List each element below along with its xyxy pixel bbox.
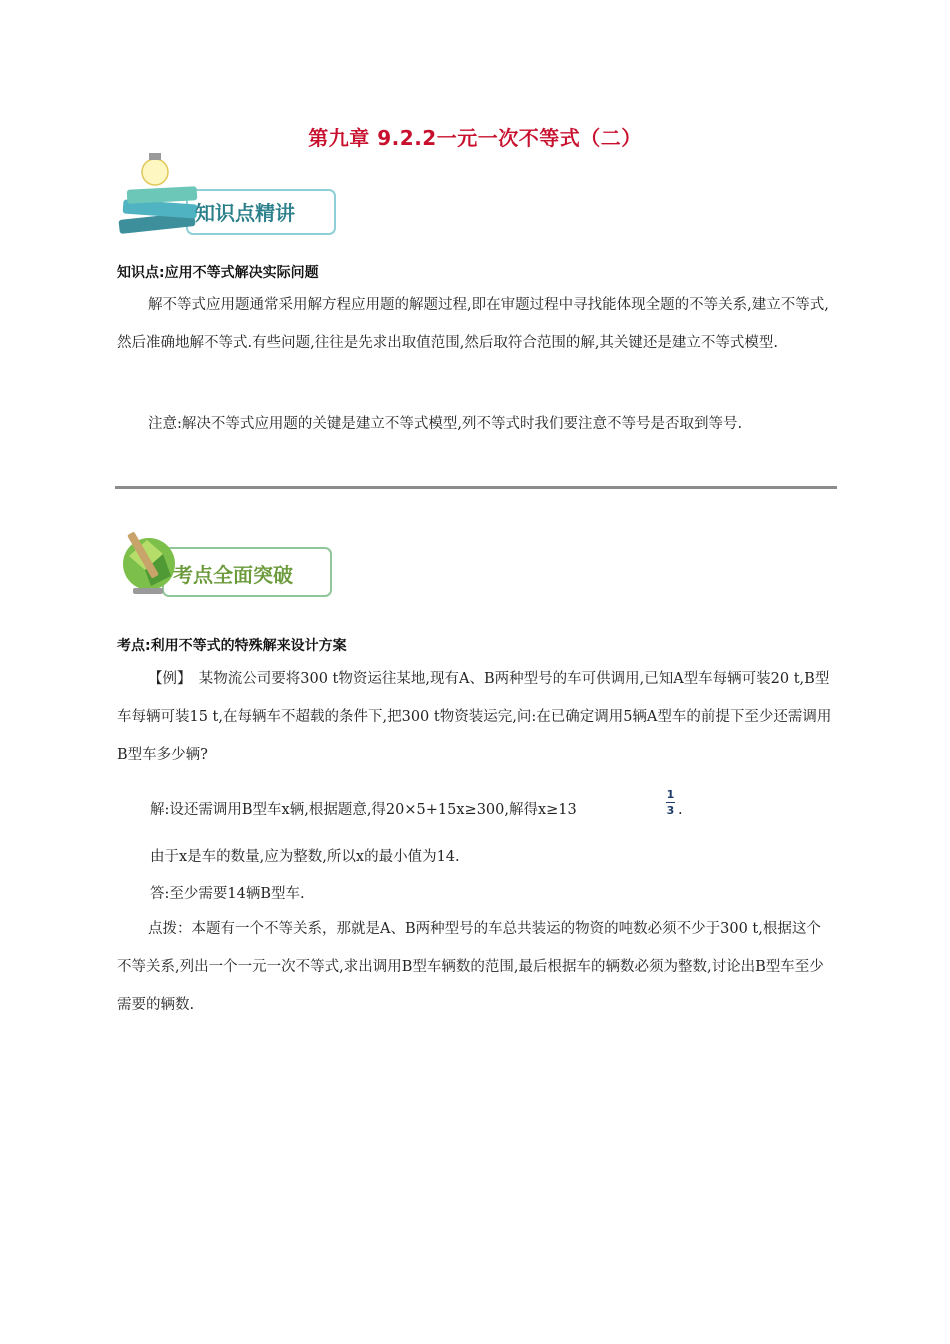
solution-line bbox=[150, 796, 577, 824]
page-title: 第九章 9.2.2一元一次不等式（二） bbox=[308, 126, 642, 150]
knowledge-banner bbox=[115, 150, 340, 242]
solution-text: 解:设还需调用B型车x辆,根据题意,得20×5+15x≥300,解得x≥13 bbox=[150, 802, 577, 818]
fraction-one-third bbox=[666, 788, 675, 817]
exam-banner bbox=[115, 520, 340, 608]
svg-text:考点全面突破: 考点全面突破 bbox=[173, 563, 293, 587]
solution-period: . bbox=[678, 802, 683, 818]
globe-pencil-icon bbox=[115, 520, 340, 608]
fraction-numerator: 1 bbox=[666, 788, 675, 801]
svg-text:知识点精讲: 知识点精讲 bbox=[195, 201, 295, 225]
section-divider bbox=[115, 486, 837, 489]
books-bulb-icon bbox=[115, 150, 340, 242]
section1-paragraph1: 解不等式应用题通常采用解方程应用题的解题过程,即在审题过程中寻找能体现全题的不等关系,建立不等式,然后准确地解不等式.有些问题,往往是先求出取值范围,然后取符合范围的解,其关键还是建立不等式模型. bbox=[117, 297, 829, 351]
section2-heading: 考点:利用不等式的特殊解来设计方案 bbox=[117, 638, 347, 654]
section1-heading: 知识点:应用不等式解决实际问题 bbox=[117, 265, 319, 281]
solution-reasoning: 由于x是车的数量,应为整数,所以x的最小值为14. bbox=[150, 849, 460, 865]
answer-line: 答:至少需要14辆B型车. bbox=[150, 886, 305, 902]
tip-paragraph: 点拨：本题有一个不等关系，那就是A、B两种型号的车总共装运的物资的吨数必须不少于300 t,根据这个不等关系,列出一个一元一次不等式,求出调用B型车辆数的范围,最后根据车的辆数必须为整数,讨论出B型车至少需要的辆数. bbox=[117, 921, 824, 1013]
section1-paragraph2: 注意:解决不等式应用题的关键是建立不等式模型,列不等式时我们要注意不等号是否取到等号. bbox=[148, 416, 743, 432]
example-problem: 【例】 某物流公司要将300 t物资运往某地,现有A、B两种型号的车可供调用,已知A型车每辆可装20 t,B型车每辆可装15 t,在每辆车不超载的条件下,把300 t物资装运完,问:在已确定调用5辆A型车的前提下至少还需调用B型车多少辆? bbox=[117, 671, 832, 763]
fraction-denominator: 3 bbox=[666, 804, 675, 817]
